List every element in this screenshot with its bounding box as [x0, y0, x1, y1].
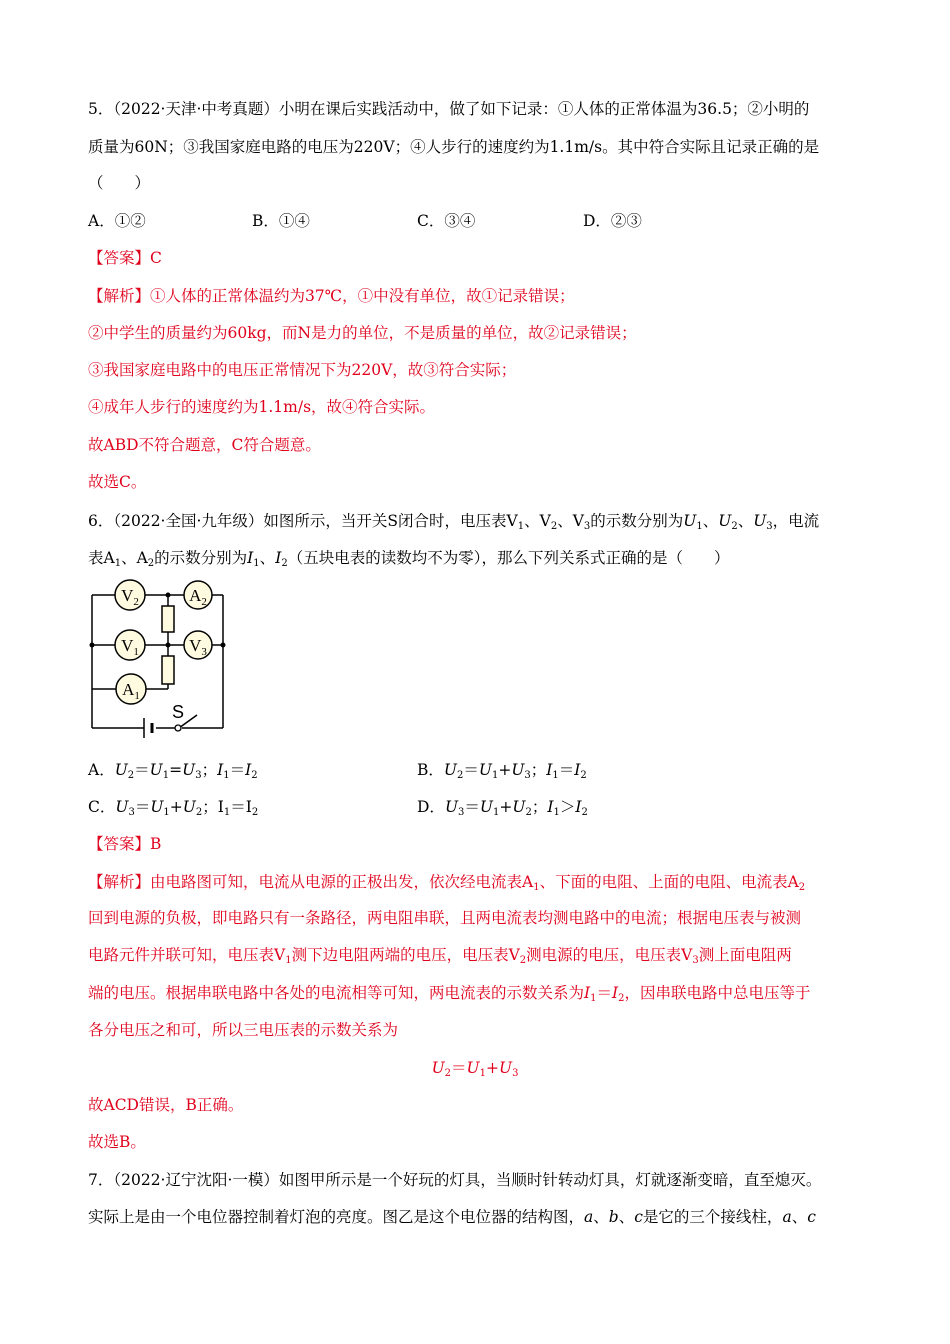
switch-label: S: [172, 702, 185, 722]
svg-text:V1: $V_1$: [121, 636, 139, 658]
q5-option-a: A．①②: [88, 212, 146, 230]
circuit-diagram: [82, 572, 232, 750]
q6-option-a: A．$U_2=U_1=U_3$；$I_1=I_2$: [88, 761, 258, 781]
q7-stem-line2: 实际上是由一个电位器控制着灯泡的亮度。图乙是这个电位器的结构图，a、b、c是它的三个接线柱，a、c: [88, 1208, 816, 1226]
q5-analysis-line3: ③我国家庭电路中的电压正常情况下为220V，故③符合实际；: [88, 361, 517, 379]
meter-a2: [184, 581, 212, 609]
q6-stem-line2: 表$A_1$、$A_2$的示数分别为$I_1$、$I_2$（五块电表的读数均不为零），那么下列关系式正确的是（ ）: [88, 549, 730, 569]
meter-a1: [116, 674, 146, 704]
meter-v3: [184, 631, 212, 659]
q5-stem-line2: 质量为60N；③我国家庭电路的电压为220V；④人步行的速度约为1.1m/s。其中符合实际且记录正确的是: [88, 138, 820, 156]
q6-option-d: D．$U_3=U_1+U_2$；$I_1>I_2$: [417, 798, 588, 818]
q5-analysis-line6: 故选C。: [88, 473, 147, 491]
q6-analysis-line4: 端的电压。根据串联电路中各处的电流相等可知，两电流表的示数关系为$I_1=I_2$，因串联电路中总电压等于: [88, 984, 811, 1004]
q6-formula: $U_2=U_1+U_3$: [431, 1059, 519, 1079]
q5-analysis-line4: ④成年人步行的速度约为1.1m/s，故④符合实际。: [88, 398, 436, 416]
svg-text:V3: $V_3$: [189, 636, 207, 658]
q5-option-b: B．①④: [252, 212, 310, 230]
q6-conclusion: 故ACD错误，B正确。: [88, 1096, 244, 1114]
meter-v2: [115, 580, 145, 610]
q5-stem-line1: 5．（2022·天津·中考真题）小明在课后实践活动中，做了如下记录：①人体的正常体温为36.5；②小明的: [88, 100, 810, 118]
q5-analysis-line1: [88, 285, 575, 307]
q6-option-b: B．$U_2=U_1+U_3$；$I_1=I_2$: [417, 761, 587, 781]
q5-stem-line3: （ ）: [88, 174, 151, 192]
q5-analysis-line5: 故ABD不符合题意，C符合题意。: [88, 436, 321, 454]
meter-v1: [115, 630, 145, 660]
lower-resistor: [162, 656, 174, 684]
analysis-text: ①人体的正常体温约为37℃，①中没有单位，故①记录错误；: [150, 287, 575, 305]
q5-option-d: D．②③: [583, 212, 642, 230]
q7-stem-line1: 7．（2022·辽宁沈阳·一模）如图甲所示是一个好玩的灯具，当顺时针转动灯具，灯就逐渐变暗，直至熄灭。: [88, 1171, 822, 1189]
q5-analysis-line2: ②中学生的质量约为60kg，而N是力的单位，不是质量的单位，故②记录错误；: [88, 324, 637, 342]
svg-text:A2: $A_2$: [189, 586, 207, 608]
q6-analysis-line3: 电路元件并联可知，电压表$V_1$测下边电阻两端的电压，电压表$V_2$测电源的电压，电压表$V_3$测上面电阻两: [88, 946, 792, 966]
q6-option-c: C．$U_3=U_1+U_2$；$I_1=I_2$: [88, 798, 259, 818]
q6-stem-line1: 6．（2022·全国·九年级）如图所示，当开关S闭合时，电压表$V_1$、$V_2$、$V_3$的示数分别为$U_1$、$U_2$、$U_3$，电流: [88, 512, 820, 532]
q6-choice: 故选B。: [88, 1133, 146, 1151]
svg-text:A1: $A_1$: [122, 680, 140, 702]
q5-answer: 【答案】C: [88, 249, 162, 267]
q6-analysis-line2: 回到电源的负极，即电路只有一条路径，两电阻串联，且两电流表均测电路中的电流；根据电压表与被测: [88, 909, 802, 927]
q6-analysis-line5: 各分电压之和可，所以三电压表的示数关系为: [88, 1021, 399, 1039]
q6-analysis-line1: 【解析】由电路图可知，电流从电源的正极出发，依次经电流表$A_1$、下面的电阻、上面的电阻、电流表$A_2$: [88, 873, 806, 893]
q5-option-c: C．③④: [417, 212, 476, 230]
analysis-label: 【解析】: [88, 287, 151, 305]
svg-text:V2: $V_2$: [121, 586, 139, 608]
upper-resistor: [162, 606, 174, 632]
q6-answer: 【答案】B: [88, 835, 162, 853]
